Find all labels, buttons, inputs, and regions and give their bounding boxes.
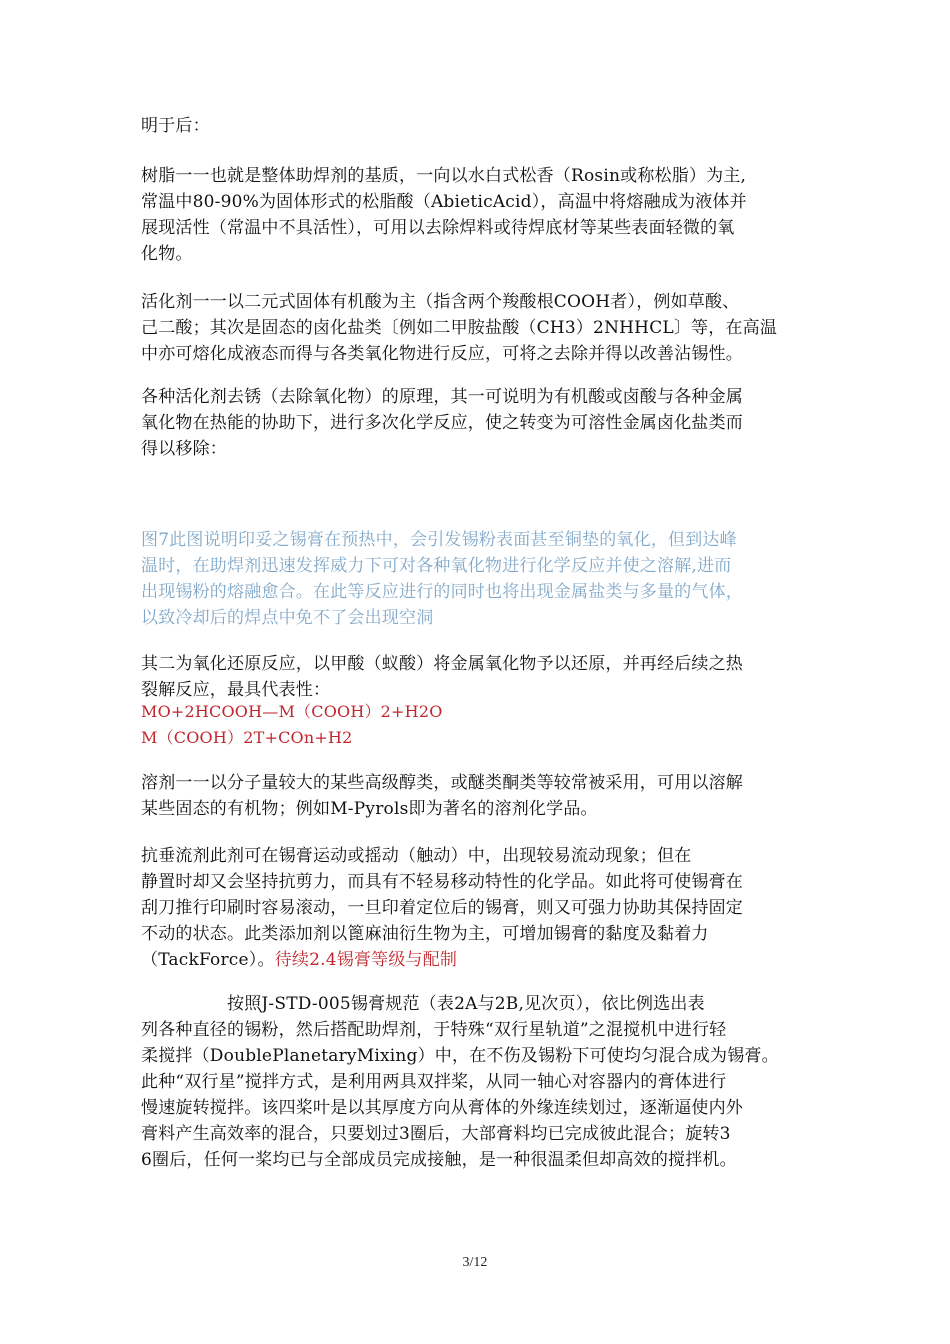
text-line: 化物。 [141, 244, 193, 264]
text-line: 某些固态的有机物；例如M-Pyrols即为著名的溶剂化学品。 [141, 799, 598, 819]
page-number: 3/12 [462, 1255, 488, 1270]
formula-line: MO+2HCOOH—M（COOH）2+H2O [141, 702, 443, 721]
text-line: 静置时却又会坚持抗剪力，而具有不轻易移动特性的化学品。如此将可使锡膏在 [141, 872, 743, 892]
text-line: 慢速旋转搅拌。该四桨叶是以其厚度方向从膏体的外缘连续划过，逐渐逼使内外 [141, 1098, 743, 1118]
text-line: 明于后： [141, 116, 210, 136]
text-line: 刮刀推行印刷时容易滚动，一旦印着定位后的锡膏，则又可强力协助其保持固定 [141, 898, 743, 918]
caption-line: 图7此图说明印妥之锡膏在预热中，会引发锡粉表面甚至铜垫的氧化，但到达峰 [141, 530, 737, 550]
paragraph-solvent [141, 770, 813, 822]
formula-line: M（COOH）2T+COn+H2 [141, 728, 353, 747]
paragraph-activator [141, 289, 813, 367]
text-line: 各种活化剂去锈（去除氧化物）的原理，其一可说明为有机酸或卤酸与各种金属 [141, 387, 743, 407]
text-line: 不动的状态。此类添加剂以篦麻油衍生物为主，可增加锡膏的黏度及黏着力 [141, 924, 709, 944]
text-line: 此种“双行星”搅拌方式，是利用两具双拌桨，从同一轴心对容器内的膏体进行 [141, 1072, 727, 1092]
text-line: 己二酸；其次是固态的卤化盐类〔例如二甲胺盐酸（CH3）2NHHCL〕等，在高温 [141, 318, 778, 338]
paragraph-resin [141, 163, 813, 267]
paragraph-anti-slump [141, 843, 813, 973]
text-line: 抗垂流剂此剂可在锡膏运动或摇动（触动）中，出现较易流动现象；但在 [141, 846, 692, 866]
caption-line: 温时，在助焊剂迅速发挥威力下可对各种氧化物进行化学反应并使之溶解,进而 [141, 556, 732, 576]
text-line: 膏料产生高效率的混合，只要划过3圈后，大部膏料均已完成彼此混合；旋转3 [141, 1124, 731, 1144]
text-line: 中亦可熔化成液态而得与各类氧化物进行反应，可将之去除并得以改善沾锡性。 [141, 344, 743, 364]
paragraph-derust [141, 384, 813, 462]
continued-section-heading: 待续2.4锡膏等级与配制 [274, 950, 458, 970]
text-line: 得以移除： [141, 439, 227, 459]
tack-force-text: （TackForce）。 [141, 950, 275, 970]
caption-line: 以致冷却后的焊点中免不了会出现空洞 [141, 608, 434, 628]
paragraph-mixing [141, 991, 813, 1173]
text-line: 活化剂一一以二元式固体有机酸为主（指含两个羧酸根COOH者），例如草酸、 [141, 292, 740, 312]
text-line: 裂解反应，最具代表性： [141, 680, 331, 700]
chemical-formulas [141, 699, 813, 751]
text-line: 溶剂一一以分子量较大的某些高级醇类，或醚类酮类等较常被采用，可用以溶解 [141, 773, 743, 793]
paragraph-redox [141, 651, 813, 703]
text-line: 按照J-STD-005锡膏规范（表2A与2B,见次页），依比例选出表 [141, 994, 705, 1014]
text-line: 氧化物在热能的协助下，进行多次化学反应，使之转变为可溶性金属卤化盐类而 [141, 413, 743, 433]
text-line: 常温中80-90%为固体形式的松脂酸（AbieticAcid），高温中将熔融成为液体并 [141, 192, 747, 212]
text-line: 列各种直径的锡粉，然后搭配助焊剂，于特殊“双行星轨道”之混搅机中进行轻 [141, 1020, 727, 1040]
caption-line: 出现锡粉的熔融愈合。在此等反应进行的同时也将出现金属盐类与多量的气体， [141, 582, 743, 602]
paragraph-intro [141, 113, 813, 139]
text-line: 其二为氧化还原反应，以甲酸（蚁酸）将金属氧化物予以还原，并再经后续之热 [141, 654, 743, 674]
figure-caption [141, 527, 813, 631]
text-line: 柔搅拌（DoublePlanetaryMixing）中，在不伤及锡粉下可使均匀混合成为锡膏。 [141, 1046, 779, 1066]
text-line: 树脂一一也就是整体助焊剂的基质，一向以水白式松香（Rosin或称松脂）为主, [141, 166, 747, 186]
text-line: 展现活性（常温中不具活性），可用以去除焊料或待焊底材等某些表面轻微的氧 [141, 218, 735, 238]
text-line [141, 947, 813, 973]
text-line: 6圈后，任何一桨均已与全部成员完成接触，是一种很温柔但却高效的搅拌机。 [141, 1150, 737, 1170]
